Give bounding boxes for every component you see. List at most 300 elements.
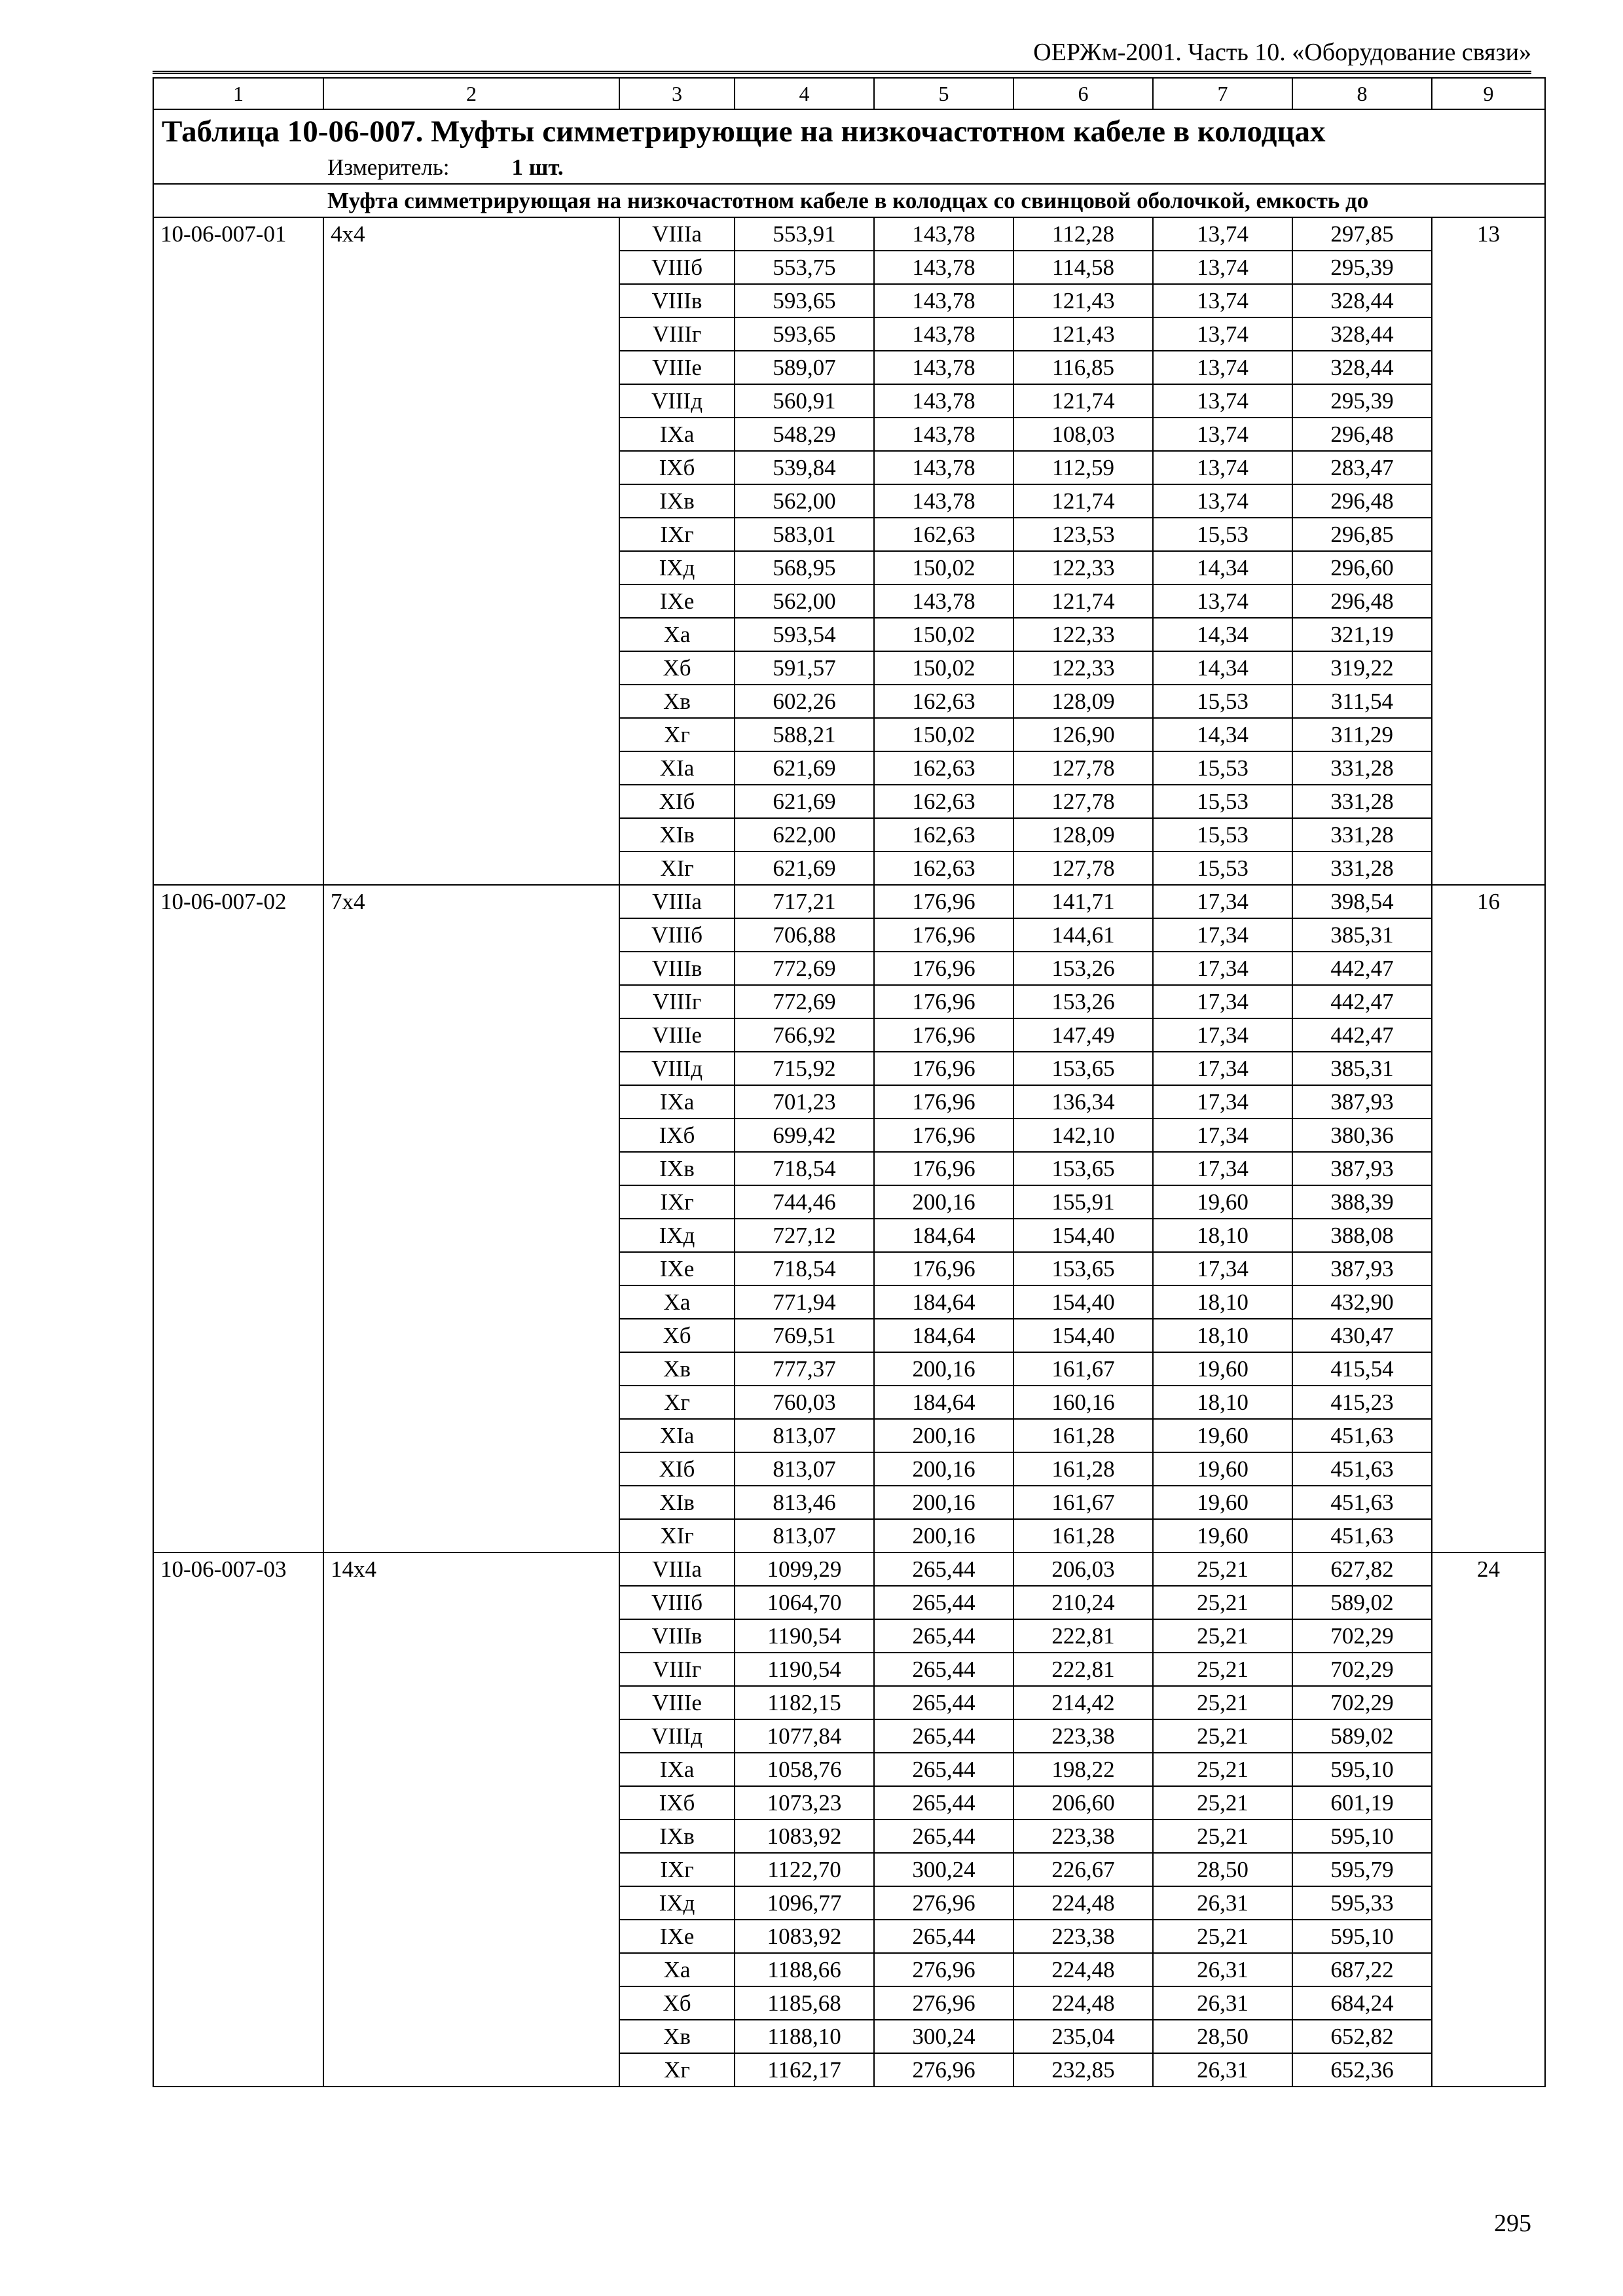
cell-wages: 265,44 (874, 1786, 1013, 1820)
table-subheading: Муфта симметрирующая на низкочастотном кабеле в колодцах со свинцовой оболочкой, емкость до (153, 184, 1545, 217)
cell-operator-wages: 19,60 (1153, 1486, 1292, 1519)
cell-operator-wages: 25,21 (1153, 1719, 1292, 1753)
cell-materials: 295,39 (1292, 251, 1432, 284)
cell-materials: 702,29 (1292, 1653, 1432, 1686)
cell-machines: 153,65 (1013, 1052, 1153, 1085)
cell-wages: 143,78 (874, 317, 1013, 351)
cell-category: VIIIг (619, 317, 735, 351)
cell-total-cost: 1083,92 (735, 1920, 874, 1953)
cell-wages: 162,63 (874, 751, 1013, 785)
cell-operator-wages: 25,21 (1153, 1920, 1292, 1953)
cell-materials: 595,10 (1292, 1820, 1432, 1853)
cell-operator-wages: 26,31 (1153, 1953, 1292, 1986)
cell-operator-wages: 13,74 (1153, 317, 1292, 351)
cell-category: IХе (619, 1252, 735, 1285)
cell-materials: 296,48 (1292, 418, 1432, 451)
cell-machines: 121,74 (1013, 384, 1153, 418)
cell-category: VIIIд (619, 1719, 735, 1753)
cell-wages: 200,16 (874, 1185, 1013, 1219)
cell-materials: 387,93 (1292, 1085, 1432, 1119)
cell-total-cost: 771,94 (735, 1285, 874, 1319)
cell-machines: 127,78 (1013, 852, 1153, 885)
cell-operator-wages: 26,31 (1153, 1986, 1292, 2020)
cell-category: VIIIв (619, 284, 735, 317)
cell-total-cost: 593,65 (735, 317, 874, 351)
cell-total-cost: 1099,29 (735, 1552, 874, 1586)
cell-materials: 702,29 (1292, 1686, 1432, 1719)
cell-operator-wages: 25,21 (1153, 1786, 1292, 1820)
cell-total-cost: 813,46 (735, 1486, 874, 1519)
cell-category: VIIIа (619, 217, 735, 251)
cell-category: IХд (619, 551, 735, 584)
cell-operator-wages: 17,34 (1153, 952, 1292, 985)
cell-operator-wages: 13,74 (1153, 451, 1292, 484)
column-number: 7 (1153, 78, 1292, 109)
cell-materials: 451,63 (1292, 1486, 1432, 1519)
cell-machines: 136,34 (1013, 1085, 1153, 1119)
cell-operator-wages: 13,74 (1153, 284, 1292, 317)
cell-total-cost: 591,57 (735, 651, 874, 685)
cell-machines: 153,26 (1013, 985, 1153, 1018)
cell-wages: 200,16 (874, 1519, 1013, 1552)
cell-operator-wages: 13,74 (1153, 484, 1292, 518)
cell-machines: 222,81 (1013, 1653, 1153, 1686)
cell-operator-wages: 17,34 (1153, 1018, 1292, 1052)
cell-total-cost: 1073,23 (735, 1786, 874, 1820)
cell-machines: 154,40 (1013, 1219, 1153, 1252)
cell-machines: 232,85 (1013, 2053, 1153, 2087)
cell-operator-wages: 19,60 (1153, 1519, 1292, 1552)
cell-machines: 214,42 (1013, 1686, 1153, 1719)
cell-machines: 122,33 (1013, 651, 1153, 685)
column-number: 6 (1013, 78, 1153, 109)
cell-total-cost: 1077,84 (735, 1719, 874, 1753)
cell-category: Хг (619, 1386, 735, 1419)
cell-total-cost: 1064,70 (735, 1586, 874, 1619)
cell-operator-wages: 17,34 (1153, 918, 1292, 952)
cell-operator-wages: 26,31 (1153, 1886, 1292, 1920)
cell-machines: 121,43 (1013, 284, 1153, 317)
cell-category: IХд (619, 1219, 735, 1252)
cell-materials: 296,48 (1292, 584, 1432, 618)
cell-total-cost: 701,23 (735, 1085, 874, 1119)
cell-operator-wages: 25,21 (1153, 1619, 1292, 1653)
cell-category: IХг (619, 1185, 735, 1219)
column-number: 8 (1292, 78, 1432, 109)
cell-machines: 161,67 (1013, 1486, 1153, 1519)
cell-machines: 198,22 (1013, 1753, 1153, 1786)
cell-total-cost: 772,69 (735, 952, 874, 985)
cell-operator-wages: 13,74 (1153, 584, 1292, 618)
column-number: 5 (874, 78, 1013, 109)
cell-operator-wages: 15,53 (1153, 685, 1292, 718)
cell-total-cost: 717,21 (735, 885, 874, 918)
cell-operator-wages: 15,53 (1153, 852, 1292, 885)
cell-materials: 451,63 (1292, 1419, 1432, 1452)
cell-category: VIIIб (619, 251, 735, 284)
cell-labor-hours: 13 (1432, 217, 1545, 885)
cell-total-cost: 813,07 (735, 1419, 874, 1452)
cell-total-cost: 772,69 (735, 985, 874, 1018)
cell-machines: 210,24 (1013, 1586, 1153, 1619)
cell-operator-wages: 13,74 (1153, 351, 1292, 384)
table-title: Таблица 10-06-007. Муфты симметрирующие на низкочастотном кабеле в колодцах (162, 115, 1326, 149)
cell-total-cost: 1188,66 (735, 1953, 874, 1986)
cell-materials: 385,31 (1292, 1052, 1432, 1085)
cell-total-cost: 560,91 (735, 384, 874, 418)
cell-wages: 143,78 (874, 451, 1013, 484)
cell-materials: 398,54 (1292, 885, 1432, 918)
cell-category: ХIв (619, 818, 735, 852)
cell-operator-wages: 13,74 (1153, 384, 1292, 418)
cell-labor-hours: 24 (1432, 1552, 1545, 2087)
column-number: 3 (619, 78, 735, 109)
cell-category: VIIIа (619, 885, 735, 918)
cell-operator-wages: 28,50 (1153, 1853, 1292, 1886)
cell-machines: 153,26 (1013, 952, 1153, 985)
cell-operator-wages: 13,74 (1153, 217, 1292, 251)
cell-wages: 265,44 (874, 1586, 1013, 1619)
cell-category: ХIг (619, 1519, 735, 1552)
cell-operator-wages: 19,60 (1153, 1452, 1292, 1486)
cell-machines: 112,28 (1013, 217, 1153, 251)
cell-category: VIIIб (619, 1586, 735, 1619)
cell-machines: 206,03 (1013, 1552, 1153, 1586)
cell-materials: 442,47 (1292, 952, 1432, 985)
cell-total-cost: 727,12 (735, 1219, 874, 1252)
cell-total-cost: 813,07 (735, 1519, 874, 1552)
cell-category: VIIIв (619, 1619, 735, 1653)
cell-category: IХг (619, 1853, 735, 1886)
cell-category: IХе (619, 584, 735, 618)
cell-wages: 184,64 (874, 1285, 1013, 1319)
cell-materials: 387,93 (1292, 1152, 1432, 1185)
cell-machines: 147,49 (1013, 1018, 1153, 1052)
cell-materials: 415,54 (1292, 1352, 1432, 1386)
cell-wages: 162,63 (874, 785, 1013, 818)
cell-category: ХIб (619, 1452, 735, 1486)
cell-operator-wages: 25,21 (1153, 1552, 1292, 1586)
cell-category: VIIIг (619, 1653, 735, 1686)
cell-category: Хг (619, 2053, 735, 2087)
cell-category: VIIIе (619, 1018, 735, 1052)
cell-wages: 200,16 (874, 1486, 1013, 1519)
cell-wages: 184,64 (874, 1386, 1013, 1419)
cell-wages: 265,44 (874, 1552, 1013, 1586)
table-row (153, 217, 1545, 251)
cell-machines: 160,16 (1013, 1386, 1153, 1419)
cell-machines: 224,48 (1013, 1986, 1153, 2020)
cell-operator-wages: 19,60 (1153, 1185, 1292, 1219)
cell-operator-wages: 18,10 (1153, 1386, 1292, 1419)
table-title-cell (153, 109, 1545, 184)
cell-machines: 144,61 (1013, 918, 1153, 952)
cell-category: IХв (619, 1152, 735, 1185)
cell-total-cost: 1096,77 (735, 1886, 874, 1920)
cell-materials: 442,47 (1292, 1018, 1432, 1052)
rate-code: 10-06-007-02 (153, 885, 323, 1552)
cell-category: Ха (619, 1285, 735, 1319)
cell-wages: 176,96 (874, 985, 1013, 1018)
cell-category: Хб (619, 1319, 735, 1352)
cell-total-cost: 777,37 (735, 1352, 874, 1386)
cell-machines: 161,28 (1013, 1452, 1153, 1486)
cell-category: IХг (619, 518, 735, 551)
cell-machines: 122,33 (1013, 551, 1153, 584)
cell-wages: 162,63 (874, 852, 1013, 885)
cell-category: Хг (619, 718, 735, 751)
cell-wages: 265,44 (874, 1719, 1013, 1753)
cell-total-cost: 589,07 (735, 351, 874, 384)
cell-materials: 451,63 (1292, 1452, 1432, 1486)
cell-machines: 142,10 (1013, 1119, 1153, 1152)
cell-labor-hours: 16 (1432, 885, 1545, 1552)
cell-wages: 276,96 (874, 1886, 1013, 1920)
cell-wages: 150,02 (874, 651, 1013, 685)
cell-machines: 121,74 (1013, 584, 1153, 618)
cell-machines: 154,40 (1013, 1319, 1153, 1352)
cell-category: Хв (619, 2020, 735, 2053)
cell-materials: 589,02 (1292, 1586, 1432, 1619)
cell-machines: 206,60 (1013, 1786, 1153, 1820)
cell-operator-wages: 17,34 (1153, 1119, 1292, 1152)
cell-machines: 128,09 (1013, 685, 1153, 718)
cell-total-cost: 562,00 (735, 584, 874, 618)
cell-materials: 328,44 (1292, 284, 1432, 317)
cell-machines: 226,67 (1013, 1853, 1153, 1886)
cell-machines: 122,33 (1013, 618, 1153, 651)
cell-wages: 176,96 (874, 885, 1013, 918)
cell-materials: 627,82 (1292, 1552, 1432, 1586)
cell-total-cost: 568,95 (735, 551, 874, 584)
cell-materials: 331,28 (1292, 751, 1432, 785)
table-row (153, 885, 1545, 918)
cell-total-cost: 1190,54 (735, 1619, 874, 1653)
cell-wages: 176,96 (874, 952, 1013, 985)
cell-machines: 224,48 (1013, 1886, 1153, 1920)
cell-total-cost: 593,54 (735, 618, 874, 651)
cell-materials: 321,19 (1292, 618, 1432, 651)
running-header: ОЕРЖм-2001. Часть 10. «Оборудование связи» (1033, 39, 1531, 66)
page-number: 295 (1494, 2210, 1531, 2237)
cell-operator-wages: 25,21 (1153, 1753, 1292, 1786)
cell-materials: 296,85 (1292, 518, 1432, 551)
cell-total-cost: 769,51 (735, 1319, 874, 1352)
cell-operator-wages: 19,60 (1153, 1352, 1292, 1386)
cell-operator-wages: 14,34 (1153, 718, 1292, 751)
cell-operator-wages: 18,10 (1153, 1285, 1292, 1319)
cell-machines: 127,78 (1013, 785, 1153, 818)
cell-total-cost: 602,26 (735, 685, 874, 718)
cell-wages: 162,63 (874, 518, 1013, 551)
cell-category: VIIIе (619, 1686, 735, 1719)
cell-wages: 265,44 (874, 1619, 1013, 1653)
cell-category: IХв (619, 484, 735, 518)
cell-category: ХIа (619, 751, 735, 785)
cell-category: IХб (619, 451, 735, 484)
cell-total-cost: 553,91 (735, 217, 874, 251)
cell-machines: 161,28 (1013, 1419, 1153, 1452)
cell-operator-wages: 14,34 (1153, 618, 1292, 651)
cell-total-cost: 699,42 (735, 1119, 874, 1152)
cell-category: IХб (619, 1119, 735, 1152)
cell-materials: 331,28 (1292, 785, 1432, 818)
cell-operator-wages: 17,34 (1153, 1152, 1292, 1185)
cell-machines: 235,04 (1013, 2020, 1153, 2053)
cell-machines: 153,65 (1013, 1252, 1153, 1285)
cell-total-cost: 718,54 (735, 1252, 874, 1285)
cell-operator-wages: 15,53 (1153, 818, 1292, 852)
cell-operator-wages: 17,34 (1153, 1085, 1292, 1119)
cell-total-cost: 715,92 (735, 1052, 874, 1085)
cell-wages: 143,78 (874, 384, 1013, 418)
cell-total-cost: 706,88 (735, 918, 874, 952)
cell-materials: 296,48 (1292, 484, 1432, 518)
cell-wages: 143,78 (874, 584, 1013, 618)
cell-total-cost: 744,46 (735, 1185, 874, 1219)
cell-materials: 595,10 (1292, 1753, 1432, 1786)
cell-wages: 265,44 (874, 1653, 1013, 1686)
cell-wages: 265,44 (874, 1686, 1013, 1719)
cell-materials: 385,31 (1292, 918, 1432, 952)
cell-machines: 161,67 (1013, 1352, 1153, 1386)
cell-wages: 200,16 (874, 1452, 1013, 1486)
column-number: 1 (153, 78, 323, 109)
cell-wages: 276,96 (874, 2053, 1013, 2087)
cell-total-cost: 539,84 (735, 451, 874, 484)
table-row (153, 1552, 1545, 1586)
cell-total-cost: 1058,76 (735, 1753, 874, 1786)
cell-wages: 176,96 (874, 1052, 1013, 1085)
cell-materials: 388,39 (1292, 1185, 1432, 1219)
cell-category: ХIв (619, 1486, 735, 1519)
cell-operator-wages: 17,34 (1153, 1252, 1292, 1285)
cell-materials: 442,47 (1292, 985, 1432, 1018)
cell-total-cost: 1122,70 (735, 1853, 874, 1886)
cell-materials: 652,82 (1292, 2020, 1432, 2053)
cell-operator-wages: 25,21 (1153, 1686, 1292, 1719)
cell-category: VIIIа (619, 1552, 735, 1586)
cell-materials: 331,28 (1292, 818, 1432, 852)
cell-operator-wages: 15,53 (1153, 785, 1292, 818)
cell-machines: 223,38 (1013, 1920, 1153, 1953)
cell-category: IХв (619, 1820, 735, 1853)
cell-wages: 176,96 (874, 1085, 1013, 1119)
cell-category: ХIг (619, 852, 735, 885)
cell-category: IХе (619, 1920, 735, 1953)
cell-machines: 223,38 (1013, 1719, 1153, 1753)
cell-category: Ха (619, 1953, 735, 1986)
cell-machines: 116,85 (1013, 351, 1153, 384)
cell-category: VIIIд (619, 1052, 735, 1085)
measure-label: Измеритель: (327, 154, 450, 180)
cell-materials: 328,44 (1292, 351, 1432, 384)
cell-total-cost: 1182,15 (735, 1686, 874, 1719)
cell-wages: 184,64 (874, 1319, 1013, 1352)
rate-name: 14х4 (323, 1552, 619, 2087)
cell-wages: 300,24 (874, 2020, 1013, 2053)
cell-wages: 276,96 (874, 1986, 1013, 2020)
cell-operator-wages: 15,53 (1153, 751, 1292, 785)
cell-machines: 161,28 (1013, 1519, 1153, 1552)
column-number: 4 (735, 78, 874, 109)
cell-category: VIIIв (619, 952, 735, 985)
cell-materials: 296,60 (1292, 551, 1432, 584)
cell-operator-wages: 25,21 (1153, 1820, 1292, 1853)
cell-operator-wages: 14,34 (1153, 551, 1292, 584)
cell-materials: 432,90 (1292, 1285, 1432, 1319)
cell-materials: 331,28 (1292, 852, 1432, 885)
cell-category: Хв (619, 1352, 735, 1386)
measure-value: 1 шт. (511, 154, 564, 180)
rates-table (153, 77, 1546, 2087)
cell-operator-wages: 13,74 (1153, 418, 1292, 451)
cell-materials: 702,29 (1292, 1619, 1432, 1653)
cell-materials: 595,79 (1292, 1853, 1432, 1886)
cell-machines: 155,91 (1013, 1185, 1153, 1219)
cell-machines: 123,53 (1013, 518, 1153, 551)
cell-wages: 176,96 (874, 1119, 1013, 1152)
cell-wages: 143,78 (874, 418, 1013, 451)
cell-total-cost: 1083,92 (735, 1820, 874, 1853)
cell-total-cost: 622,00 (735, 818, 874, 852)
cell-category: IХд (619, 1886, 735, 1920)
cell-category: VIIIд (619, 384, 735, 418)
cell-wages: 176,96 (874, 1152, 1013, 1185)
cell-operator-wages: 17,34 (1153, 885, 1292, 918)
cell-wages: 265,44 (874, 1820, 1013, 1853)
cell-total-cost: 766,92 (735, 1018, 874, 1052)
column-number-row (153, 78, 1545, 109)
cell-wages: 265,44 (874, 1753, 1013, 1786)
table-body (153, 78, 1545, 2087)
cell-wages: 176,96 (874, 918, 1013, 952)
cell-machines: 222,81 (1013, 1619, 1153, 1653)
cell-total-cost: 553,75 (735, 251, 874, 284)
cell-wages: 143,78 (874, 251, 1013, 284)
cell-total-cost: 1185,68 (735, 1986, 874, 2020)
cell-wages: 150,02 (874, 551, 1013, 584)
cell-operator-wages: 15,53 (1153, 518, 1292, 551)
rate-code: 10-06-007-03 (153, 1552, 323, 2087)
cell-operator-wages: 18,10 (1153, 1319, 1292, 1352)
cell-total-cost: 583,01 (735, 518, 874, 551)
column-number: 2 (323, 78, 619, 109)
cell-machines: 114,58 (1013, 251, 1153, 284)
cell-total-cost: 813,07 (735, 1452, 874, 1486)
cell-materials: 388,08 (1292, 1219, 1432, 1252)
cell-total-cost: 548,29 (735, 418, 874, 451)
cell-wages: 276,96 (874, 1953, 1013, 1986)
cell-total-cost: 621,69 (735, 852, 874, 885)
cell-materials: 589,02 (1292, 1719, 1432, 1753)
rate-name: 7х4 (323, 885, 619, 1552)
rate-code: 10-06-007-01 (153, 217, 323, 885)
cell-materials: 595,33 (1292, 1886, 1432, 1920)
cell-operator-wages: 25,21 (1153, 1586, 1292, 1619)
cell-materials: 311,29 (1292, 718, 1432, 751)
cell-category: VIIIб (619, 918, 735, 952)
cell-materials: 380,36 (1292, 1119, 1432, 1152)
cell-machines: 154,40 (1013, 1285, 1153, 1319)
cell-materials: 328,44 (1292, 317, 1432, 351)
cell-category: Хб (619, 651, 735, 685)
cell-wages: 143,78 (874, 484, 1013, 518)
rate-name: 4х4 (323, 217, 619, 885)
cell-machines: 127,78 (1013, 751, 1153, 785)
cell-materials: 684,24 (1292, 1986, 1432, 2020)
cell-machines: 112,59 (1013, 451, 1153, 484)
